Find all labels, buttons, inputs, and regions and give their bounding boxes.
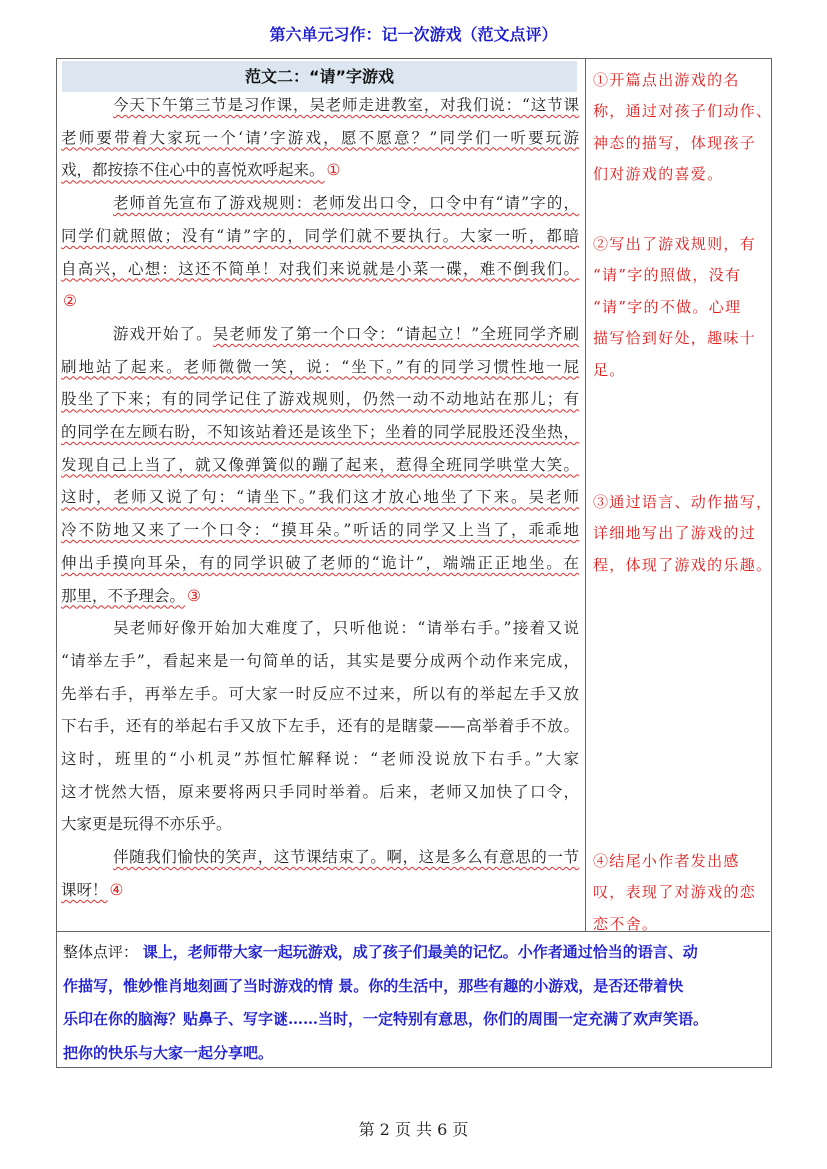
overall-comment-line: 乐印在你的脑海？贴鼻子、写字谜……当时，一定特别有意思，你们的周围一定充满了欢声笑语。	[63, 1010, 709, 1029]
annotation-line: 恋不舍。	[593, 914, 659, 933]
essay-paragraph	[61, 318, 579, 612]
essay-text: 伸出手摸向耳朵，有的同学识破了老师的“诡计”，端端正正地坐。在	[61, 553, 579, 572]
essay-text: 今天下午第三节是习作课，吴老师走进教室，对我们说：“这节课	[113, 96, 579, 114]
page-number: 第 2 页 共 6 页	[358, 1120, 469, 1139]
essay-text: 这时，老师又说了句：“请坐下。”我们这才放心地坐了下来。吴老师	[61, 488, 579, 507]
document-title: 第六单元习作：记一次游戏（范文点评）	[269, 25, 558, 44]
essay-paragraph	[61, 89, 579, 187]
essay-text: 冷不防地又来了一个口令：“摸耳朵。”听话的同学又上当了，乖乖地	[61, 521, 579, 540]
essay-text: 刷地站了起来。老师微微一笑，说：“坐下。”有的同学习惯性地一屁	[61, 357, 579, 376]
essay-line	[61, 547, 579, 580]
annotation-note	[593, 487, 773, 581]
essay-text: 同学们就照做；没有“请”字的，同学们就不要执行。大家一听，都暗	[61, 226, 579, 245]
essay-line	[61, 481, 579, 514]
essay-paragraph	[61, 612, 579, 841]
overall-comment-line: 课上，老师带大家一起玩游戏，成了孩子们最美的记忆。小作者通过恰当的语言、动	[142, 943, 698, 961]
essay-line	[61, 285, 579, 318]
essay-text: 游戏开始了。	[113, 324, 213, 343]
overall-comment-line: 把你的快乐与大家一起分享吧。	[63, 1044, 274, 1063]
essay-text: 那里，不予理会。	[61, 586, 186, 605]
essay-text: 老师要带着大家玩一个‘请’字游戏，愿不愿意？”同学们一听要玩游	[61, 128, 579, 147]
essay-text: 这时，班里的“小机灵”苏恒忙解释说：“老师没说放下右手。”大家	[61, 750, 579, 769]
annotation-marker: ③	[187, 586, 201, 605]
annotation-line: ①开篇点出游戏的名	[593, 71, 740, 89]
essay-text: 吴老师好像开始加大难度了，只听他说：“请举右手。”接着又说	[113, 619, 579, 638]
annotation-note	[593, 65, 773, 191]
annotation-line: 程，体现了游戏的乐趣。	[593, 555, 773, 574]
essay-text: 吴老师发了第一个口令：“请起立！”全班同学齐刷	[212, 324, 579, 343]
essay-paragraph	[61, 841, 579, 906]
essay-line	[61, 841, 579, 874]
essay-line	[61, 154, 579, 187]
essay-text: 伴随我们愉快的笑声，这节课结束了。啊，这是多么有意思的一节	[113, 848, 579, 867]
essay-line	[61, 645, 579, 678]
essay-line	[61, 449, 579, 482]
annotation-line: 描写恰到好处，趣味十	[593, 329, 757, 348]
essay-text: 先举右手，再举左手。可大家一时反应不过来，所以有的举起左手又放	[61, 684, 579, 703]
essay-text: 戏，都按捺不住心中的喜悦欢呼起来。	[61, 161, 325, 180]
essay-table	[56, 58, 772, 1068]
essay-line	[61, 383, 579, 416]
essay-text: 这才恍然大悟，原来要将两只手同时举着。后来，老师又加快了口令，	[61, 782, 579, 801]
essay-text: 下右手，还有的举起右手又放下左手，还有的是瞎蒙——高举着手不放。	[61, 717, 579, 736]
annotation-marker: ④	[109, 880, 124, 899]
annotation-column	[585, 59, 771, 931]
essay-line	[61, 318, 579, 351]
overall-comment-line: 作描写，惟妙惟肖地刻画了当时游戏的情 景。你的生活中，那些有趣的小游戏，是否还带着快	[63, 976, 684, 995]
essay-text: 老师首先宣布了游戏规则：老师发出口令，口令中有“请”字的，	[113, 194, 579, 213]
annotation-marker: ②	[63, 292, 77, 311]
annotation-line: 详细地写出了游戏的过	[593, 524, 757, 543]
essay-line	[61, 710, 579, 743]
annotation-line: 足。	[593, 360, 626, 379]
annotation-line: 神态的描写，体现孩子	[593, 133, 757, 152]
essay-line	[61, 122, 579, 155]
essay-text: 课呀！	[61, 880, 108, 899]
essay-line	[61, 808, 579, 841]
essay-line	[61, 351, 579, 384]
essay-text: 发现自己上当了，就又像弹簧似的蹦了起来，惹得全班同学哄堂大笑。	[61, 455, 579, 474]
annotation-line: ④结尾小作者发出感	[593, 852, 740, 870]
overall-comment-text	[63, 936, 765, 1071]
annotation-note	[593, 846, 769, 940]
essay-line	[61, 220, 579, 253]
annotation-line: 们对游戏的喜爱。	[593, 165, 724, 184]
essay-line	[61, 678, 579, 711]
essay-line	[61, 416, 579, 449]
essay-paragraph	[61, 187, 579, 318]
annotation-line: 称，通过对孩子们动作、	[593, 102, 773, 121]
essay-line	[61, 743, 579, 776]
essay-column	[57, 59, 586, 931]
essay-line	[61, 874, 579, 907]
essay-text: 大家更是玩得不亦乐乎。	[61, 815, 232, 834]
annotation-marker: ①	[326, 161, 341, 180]
essay-line	[61, 580, 579, 613]
essay-body	[61, 89, 579, 907]
essay-line	[61, 776, 579, 809]
essay-text: 的同学在左顾右盼，不知该站着还是该坐下；坐着的同学屁股还没坐热，	[61, 423, 579, 442]
essay-line	[61, 187, 579, 220]
annotation-line: ②写出了游戏规则，有	[593, 235, 757, 253]
essay-line	[61, 612, 579, 645]
overall-comment	[57, 931, 770, 1068]
annotation-line: “请”字的照做，没有	[593, 266, 742, 285]
essay-text: “请举左手”，看起来是一句简单的话，其实是要分成两个动作来完成，	[61, 651, 579, 670]
essay-text: 股坐了下来；有的同学记住了游戏规则，仍然一动不动地站在那儿；有	[61, 390, 579, 409]
annotation-line: ③通过语言、动作描写，	[593, 493, 773, 511]
overall-comment-label: 整体点评：	[63, 943, 139, 961]
annotation-line: 叹，表现了对游戏的恋	[593, 883, 757, 902]
essay-heading: 范文二：“请”字游戏	[62, 61, 577, 92]
annotation-line: “请”字的不做。心理	[593, 297, 742, 316]
annotation-note	[593, 229, 769, 386]
essay-line	[61, 514, 579, 547]
essay-text: 自高兴，心想：这还不简单！对我们来说就是小菜一碟，难不倒我们。	[61, 259, 579, 278]
essay-line	[61, 253, 579, 286]
essay-line	[61, 89, 579, 122]
